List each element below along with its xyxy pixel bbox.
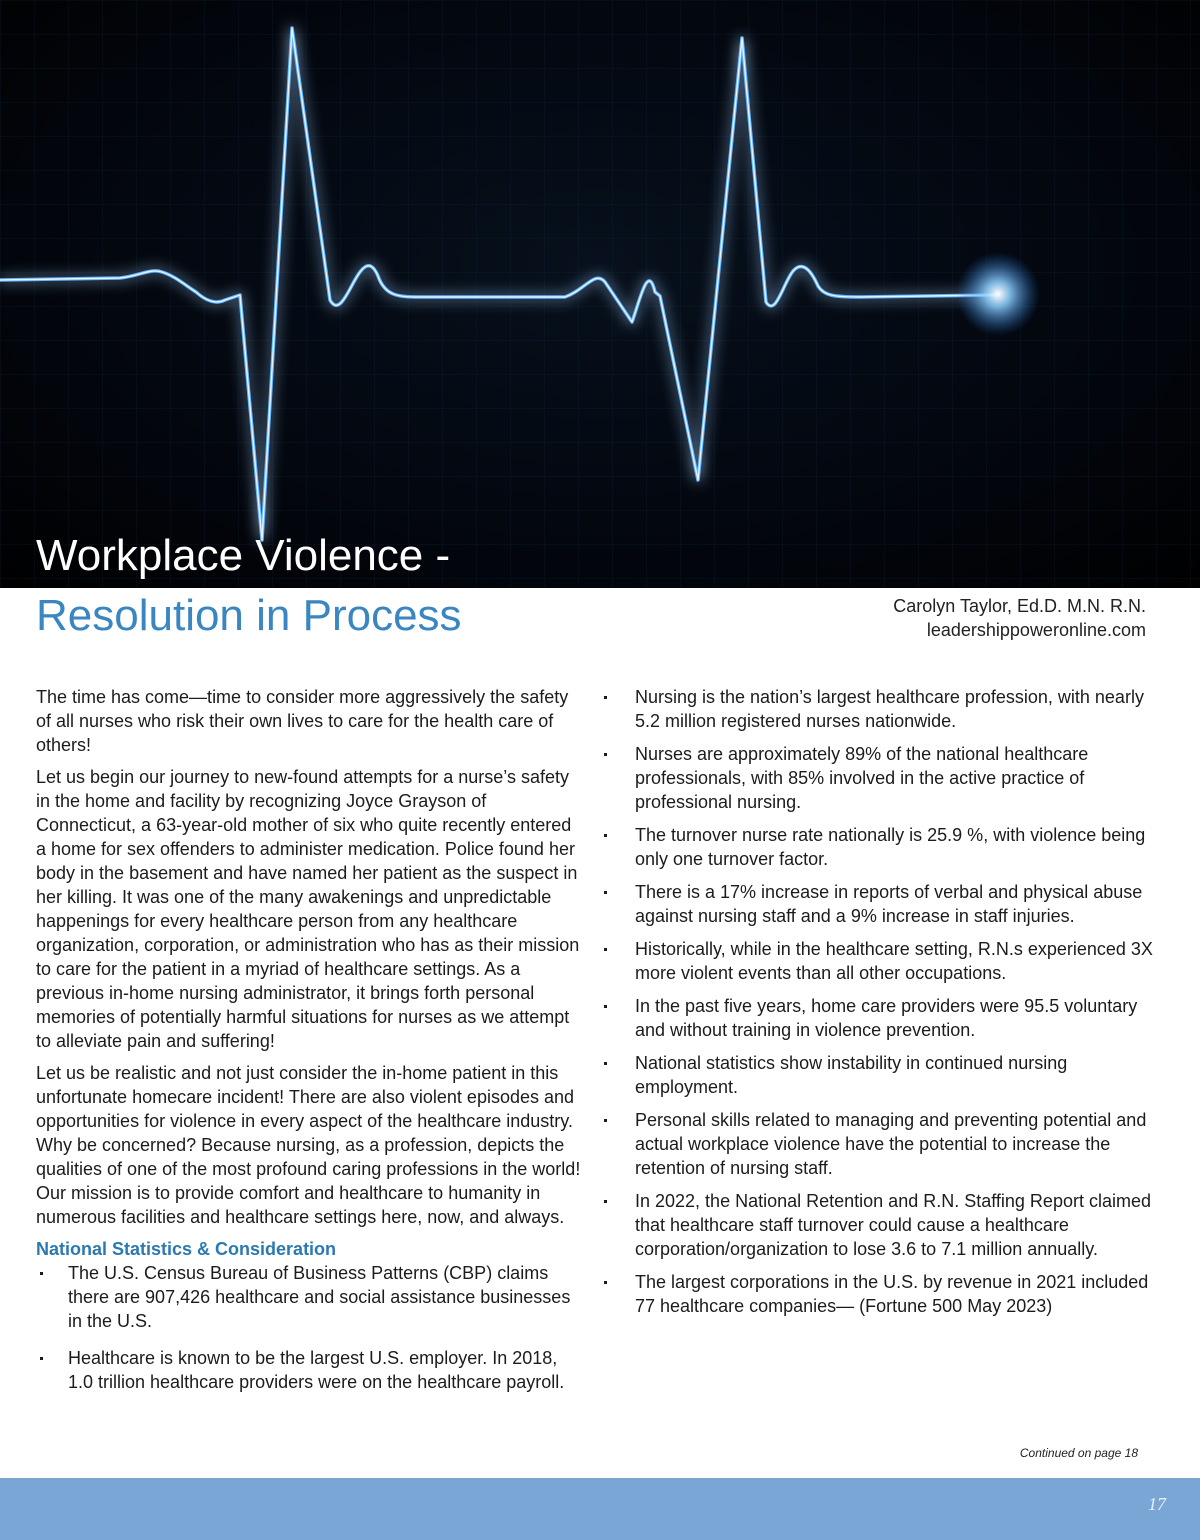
ecg-heartbeat-graphic (0, 0, 1200, 588)
continued-note: Continued on page 18 (1019, 1446, 1138, 1460)
paragraph-intro: The time has come—time to consider more aggressively the safety of all nurses who risk their own lives to care for the health care of others! (36, 687, 569, 755)
author-name: Carolyn Taylor, Ed.D. M.N. R.N. (893, 596, 1146, 616)
list-item: Personal skills related to managing and preventing potential and actual workplace violence have the potential to increase the retention of nursing staff. (600, 1108, 1160, 1180)
paragraph-journey: Let us begin our journey to new-found attempts for a nurse’s safety in the home and facility by recognizing Joyce Grayson of Connecticut, a 63-year-old mother of six who quite recently entered a home for sex offenders to administer medication. Police found her body in the basement and have named her patient as the suspect in her killing. It was one of the many awakenings and unpredictable happenings for every healthcare person from any healthcare organization, corporation, or administration who has as their mission to care for the patient in a myriad of healthcare settings. As a previous in-home nursing administrator, it brings forth personal memories of potentially harmful situations for nurses as we attempt to alleviate pain and suffering! (36, 767, 580, 1051)
list-item: In the past five years, home care providers were 95.5 voluntary and without training in violence prevention. (600, 994, 1160, 1042)
list-item: Nurses are approximately 89% of the national healthcare professionals, with 85% involved in the active practice of professional nursing. (600, 742, 1160, 814)
list-item: The U.S. Census Bureau of Business Patterns (CBP) claims there are 907,426 healthcare and social assistance businesses in the U.S. (36, 1261, 584, 1333)
paragraph-realistic: Let us be realistic and not just consider the in-home patient in this unfortunate homecare incident! There are also violent episodes and opportunities for violence in every aspect of the healthcare industry. Why be concerned? Because nursing, as a profession, depicts the qualities of one of the most profound caring professions in the world! Our mission is to provide comfort and healthcare to humanity in numerous facilities and healthcare settings here, now, and always. (36, 1063, 581, 1227)
list-item: The turnover nurse rate nationally is 25.9 %, with violence being only one turnover factor. (600, 823, 1160, 871)
author-website: leadershippoweronline.com (926, 620, 1146, 640)
list-item: Historically, while in the healthcare setting, R.N.s experienced 3X more violent events than all other occupations. (600, 937, 1160, 985)
list-item: In 2022, the National Retention and R.N. Staffing Report claimed that healthcare staff turnover could cause a healthcare corporation/organization to lose 3.6 to 7.1 million annually. (600, 1189, 1160, 1261)
page-number: 17 (1148, 1494, 1166, 1514)
list-item: The largest corporations in the U.S. by revenue in 2021 included 77 healthcare companies— (Fortune 500 May 2023) (600, 1270, 1160, 1318)
hero-ecg-image (0, 0, 1200, 588)
ecg-glow-point (956, 252, 1040, 336)
right-bullet-list (600, 685, 1160, 1318)
list-item: There is a 17% increase in reports of verbal and physical abuse against nursing staff and a 9% increase in staff injuries. (600, 880, 1160, 928)
title-line-2: Resolution in Process (36, 591, 462, 640)
title-line-1: Workplace Violence - (36, 531, 451, 580)
right-column (600, 685, 1160, 1327)
list-item: National statistics show instability in continued nursing employment. (600, 1051, 1160, 1099)
left-bullet-list (36, 1261, 584, 1394)
footer-band (0, 1478, 1200, 1540)
byline (893, 594, 1146, 642)
list-item: Healthcare is known to be the largest U.S. employer. In 2018, 1.0 trillion healthcare providers were on the healthcare payroll. (36, 1346, 584, 1394)
list-item: Nursing is the nation’s largest healthcare profession, with nearly 5.2 million registered nurses nationwide. (600, 685, 1160, 733)
section-subheading: National Statistics & Consideration (36, 1239, 337, 1259)
left-column (36, 685, 584, 1407)
